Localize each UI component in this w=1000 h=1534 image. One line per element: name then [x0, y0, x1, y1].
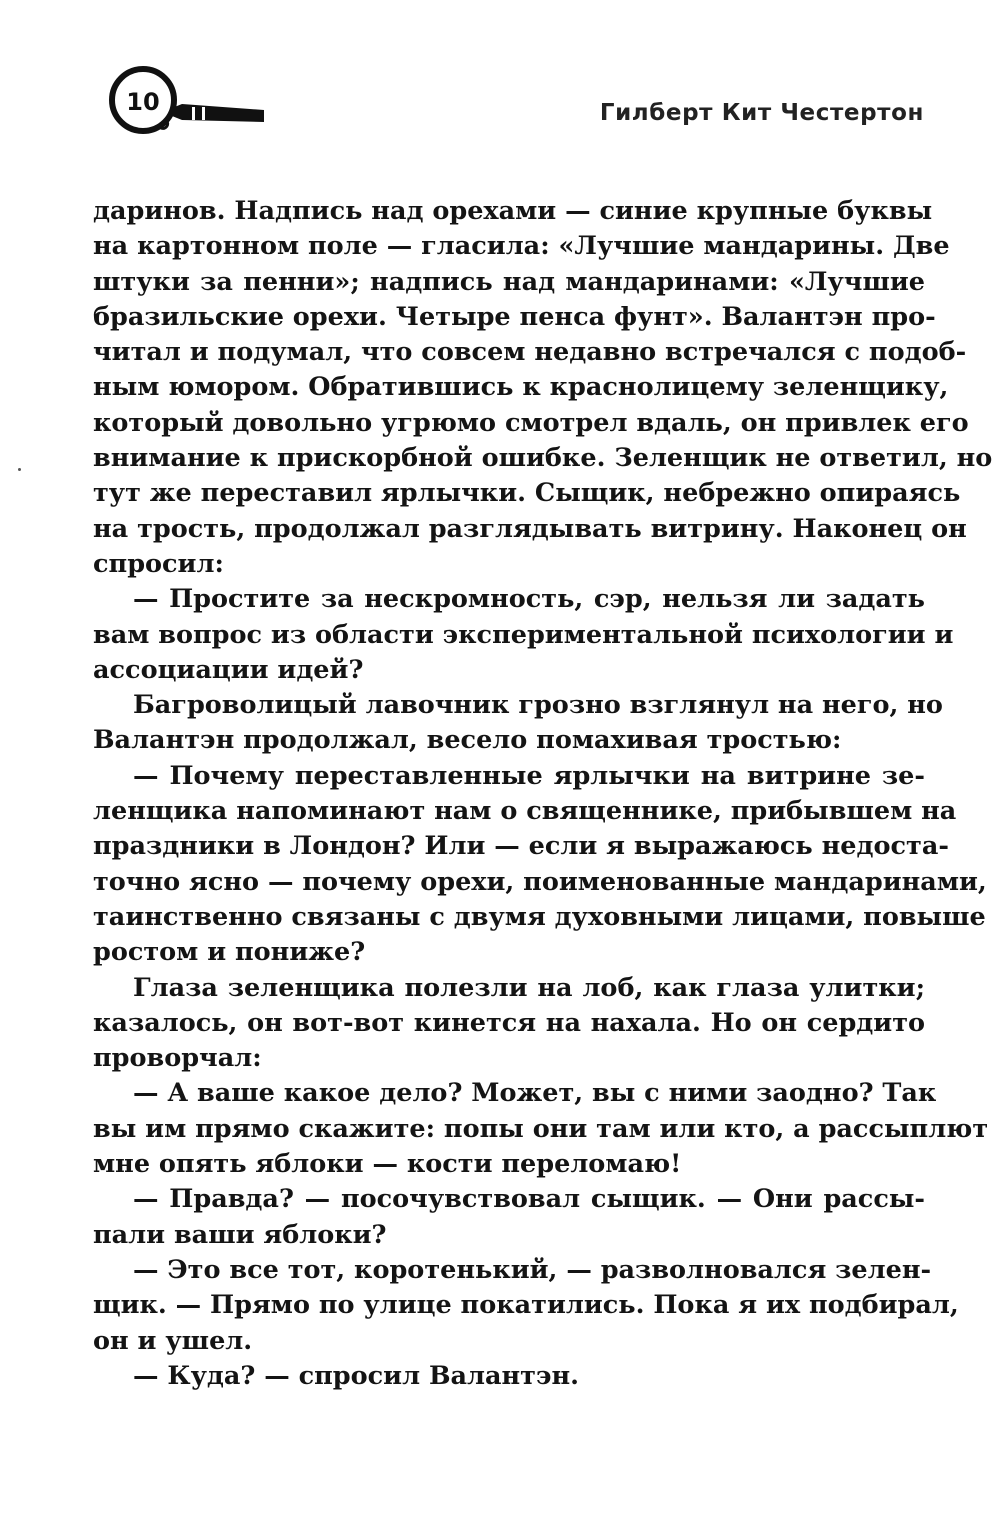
text-line: — Правда? — посочувствовал сыщик. — Они рассы-: [133, 1184, 925, 1215]
text-line: ленщика напоминают нам о священнике, прибывшем на: [93, 796, 957, 827]
text-line: читал и подумал, что совсем недавно встречался с подоб-: [93, 337, 967, 368]
text-line: тут же переставил ярлычки. Сыщик, небрежно опираясь: [93, 478, 961, 509]
text-line: бразильские орехи. Четыре пенса фунт». Валантэн про-: [93, 301, 936, 332]
text-line: спросил:: [93, 548, 224, 579]
text-line: ным юмором. Обратившись к краснолицему зеленщику,: [93, 372, 949, 403]
text-line: точно ясно — почему орехи, поименованные мандаринами,: [93, 866, 987, 897]
text-line: Валантэн продолжал, весело помахивая тростью:: [93, 725, 842, 756]
text-line: на картонном поле — гласила: «Лучшие мандарины. Две: [93, 231, 950, 262]
text-line: — Куда? — спросил Валантэн.: [133, 1360, 580, 1391]
text-line: — Это все тот, коротенький, — разволновался зелен-: [133, 1254, 932, 1285]
text-line: мне опять яблоки — кости переломаю!: [93, 1149, 682, 1180]
text-line: на трость, продолжал разглядывать витрину. Наконец он: [93, 513, 967, 544]
page-number: 10: [126, 88, 160, 116]
text-line: — А ваше какое дело? Может, вы с ними заодно? Так: [133, 1078, 937, 1109]
text-line: вам вопрос из области экспериментальной психологии и: [93, 619, 954, 650]
text-line: таинственно связаны с двумя духовными лицами, повыше: [93, 901, 986, 932]
text-line: проворчал:: [93, 1043, 262, 1074]
page-header: [0, 64, 1000, 154]
text-line: внимание к прискорбной ошибке. Зеленщик не ответил, но: [93, 443, 993, 474]
scan-speck: [18, 468, 21, 471]
text-line: штуки за пенни»; надпись над мандаринами: «Лучшие: [93, 266, 925, 297]
text-line: вы им прямо скажите: попы они там или кто, а рассыплют: [93, 1113, 989, 1144]
text-line: пали ваши яблоки?: [93, 1219, 387, 1250]
text-line: — Почему переставленные ярлычки на витрине зе-: [133, 760, 925, 791]
text-line: ростом и пониже?: [93, 937, 366, 968]
text-line: праздники в Лондон? Или — если я выражаюсь недоста-: [93, 831, 949, 862]
text-line: он и ушел.: [93, 1325, 253, 1356]
running-head-author: Гилберт Кит Честертон: [599, 100, 924, 126]
text-line: ассоциации идей?: [93, 654, 364, 685]
text-line: Багроволицый лавочник грозно взглянул на него, но: [133, 690, 943, 721]
text-line: Глаза зеленщика полезли на лоб, как глаза улитки;: [133, 972, 925, 1003]
text-line: щик. — Прямо по улице покатились. Пока я их подбирал,: [93, 1290, 959, 1321]
text-line: даринов. Надпись над орехами — синие крупные буквы: [93, 196, 933, 226]
text-line: который довольно угрюмо смотрел вдаль, он привлек его: [93, 407, 969, 438]
text-line: — Простите за нескромность, сэр, нельзя ли задать: [133, 584, 925, 615]
text-line: казалось, он вот-вот кинется на нахала. Но он сердито: [93, 1007, 925, 1038]
body-text: [93, 194, 993, 1394]
